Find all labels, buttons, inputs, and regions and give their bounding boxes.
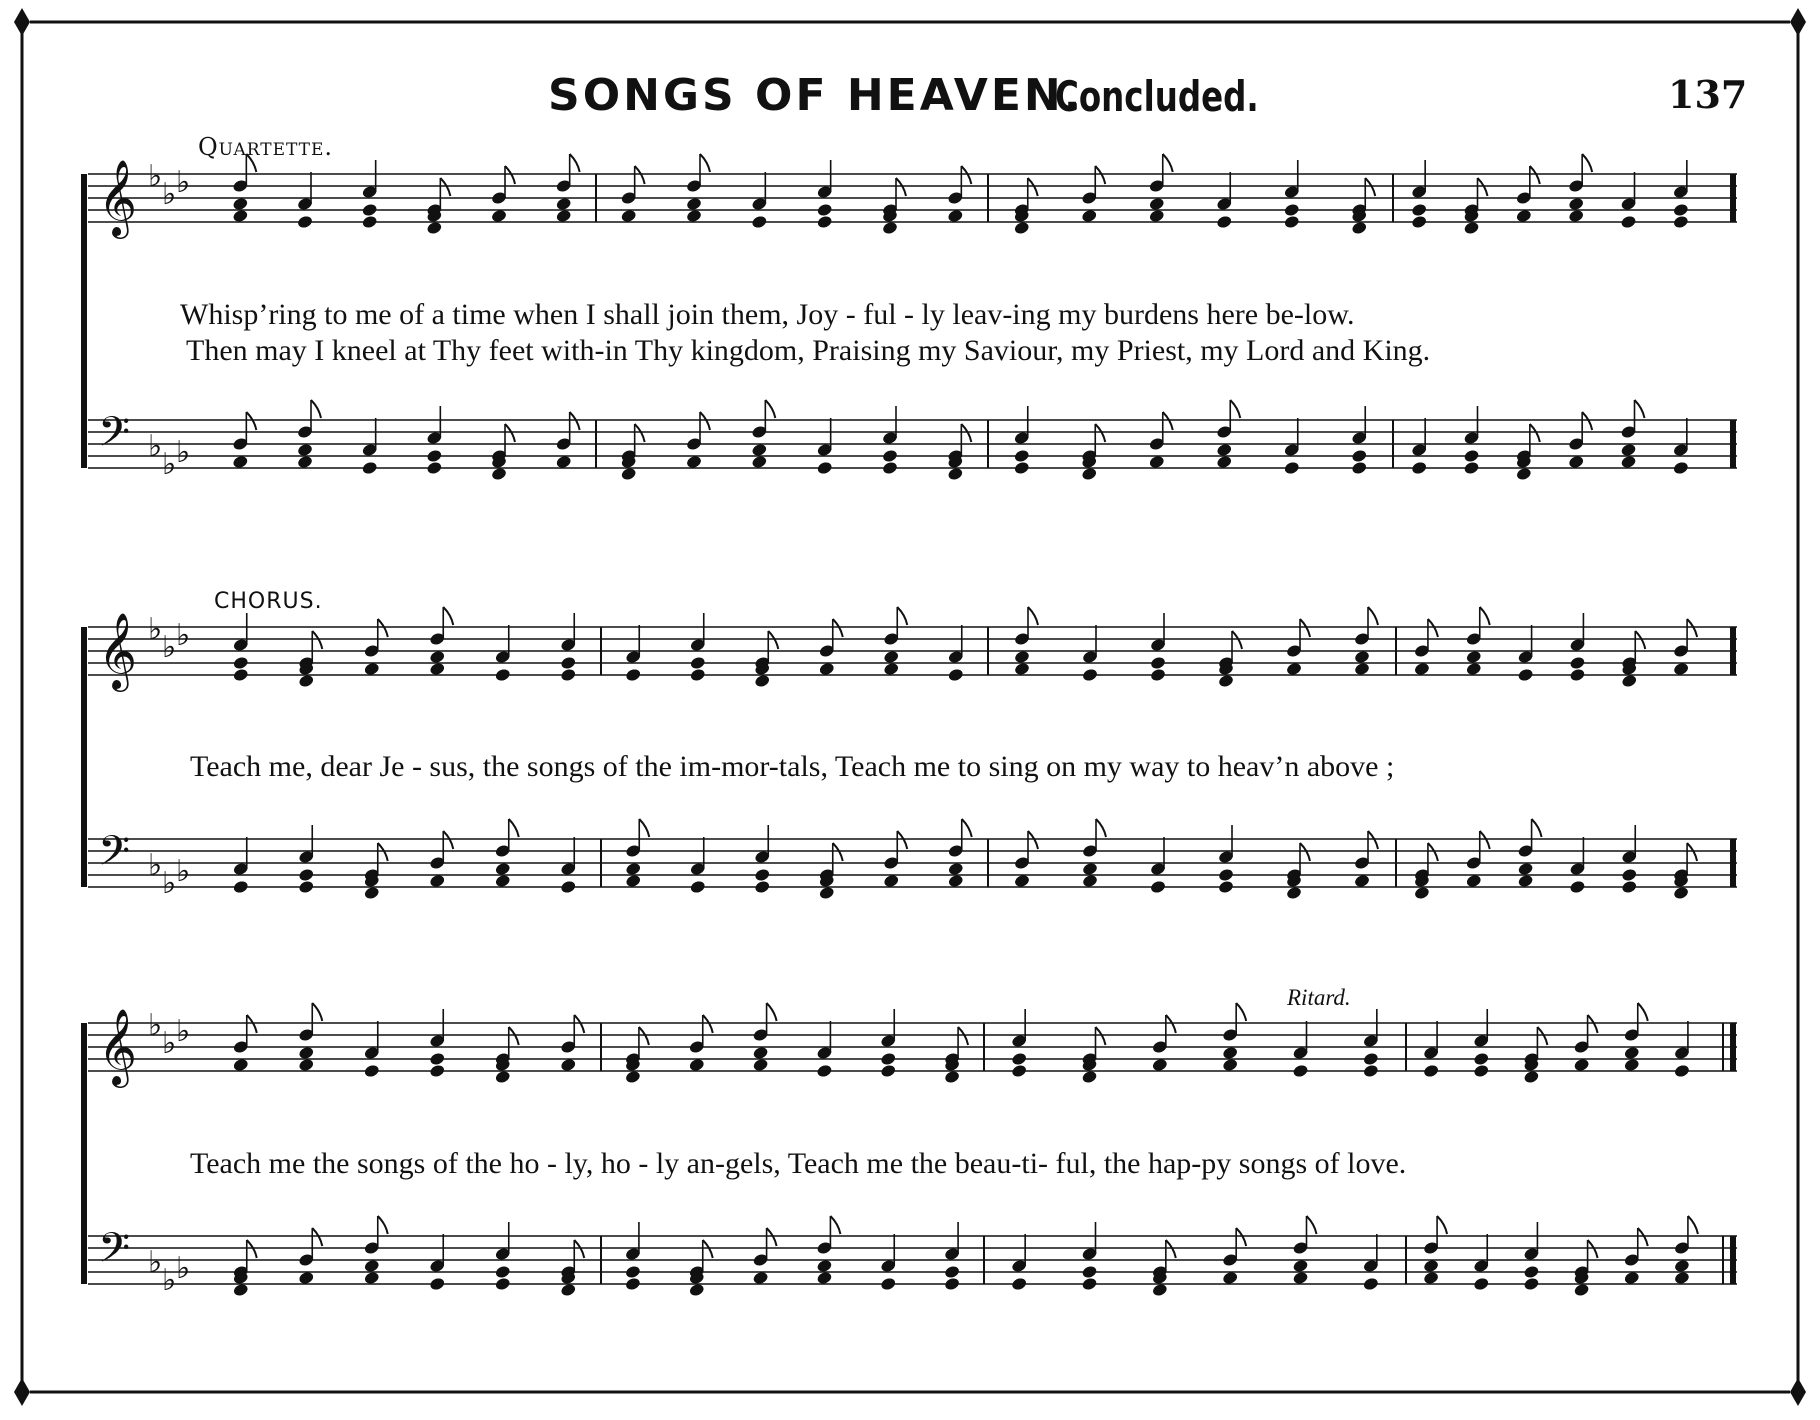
note-flag: [378, 1216, 388, 1234]
note-flag: [1437, 1216, 1447, 1234]
note-head: [882, 449, 899, 464]
note-head: [560, 668, 577, 683]
note-flag: [639, 1027, 649, 1045]
note-head: [1082, 668, 1099, 683]
note-head: [494, 1277, 511, 1292]
note-flag: [1638, 1228, 1648, 1246]
note-flag: [833, 619, 843, 637]
note-flag: [311, 400, 321, 418]
note-flag: [574, 1240, 584, 1258]
note-head: [1150, 880, 1167, 895]
note-head: [560, 880, 577, 895]
note-head: [1621, 868, 1638, 883]
note-flag: [312, 1003, 322, 1021]
note-head: [1351, 449, 1368, 464]
note-flag: [962, 819, 972, 837]
note-flag: [1236, 1228, 1246, 1246]
note-flag: [505, 166, 515, 184]
note-head: [882, 461, 899, 476]
note-head: [1351, 461, 1368, 476]
note-head: [361, 461, 378, 476]
note-head: [624, 1265, 641, 1280]
note-flag: [509, 819, 519, 837]
note-flag: [1096, 819, 1106, 837]
note-flag: [1582, 154, 1592, 172]
note-flag: [703, 1240, 713, 1258]
note-flag: [1028, 607, 1038, 625]
note-head: [624, 1277, 641, 1292]
note-flag: [1166, 1240, 1176, 1258]
note-flag: [1095, 424, 1105, 442]
flat-sign-icon: ♭: [176, 435, 191, 470]
bass-clef-icon: 𝄢: [98, 1224, 131, 1282]
note-flag: [312, 631, 322, 649]
chorus-label: CHORUS.: [214, 589, 323, 614]
note-head: [816, 461, 833, 476]
note-head: [1672, 215, 1689, 230]
note-flag: [1300, 619, 1310, 637]
note-flag: [700, 154, 710, 172]
note-head: [1463, 461, 1480, 476]
flat-sign-icon: ♭: [148, 612, 163, 647]
note-head: [361, 203, 378, 218]
note-flag: [440, 178, 450, 196]
flat-sign-icon: ♭: [176, 165, 191, 200]
note-flag: [1428, 843, 1438, 861]
note-flag: [1307, 1216, 1317, 1234]
note-head: [1473, 1064, 1490, 1079]
note-head: [361, 215, 378, 230]
page-border: [22, 22, 1798, 1392]
note-head: [232, 880, 249, 895]
flat-sign-icon: ♭: [148, 1008, 163, 1043]
note-head: [1218, 880, 1235, 895]
note-head: [1292, 1064, 1309, 1079]
note-flag: [1028, 178, 1038, 196]
note-flag: [570, 412, 580, 430]
note-head: [1411, 203, 1428, 218]
note-flag: [1096, 1027, 1106, 1045]
flat-sign-icon: ♭: [162, 1263, 177, 1298]
note-head: [751, 215, 768, 230]
note-head: [1473, 1052, 1490, 1067]
note-head: [426, 461, 443, 476]
note-head: [1473, 1277, 1490, 1292]
note-flag: [1480, 607, 1490, 625]
note-head: [298, 868, 315, 883]
note-flag: [635, 166, 645, 184]
flat-sign-icon: ♭: [176, 618, 191, 653]
note-head: [944, 1265, 961, 1280]
note-head: [754, 880, 771, 895]
note-flag: [1368, 831, 1378, 849]
corner-ornament-icon: [14, 8, 1806, 1406]
note-flag: [1166, 1015, 1176, 1033]
note-flag: [958, 1027, 968, 1045]
note-flag: [570, 154, 580, 172]
note-flag: [1236, 1003, 1246, 1021]
note-flag: [1365, 178, 1375, 196]
note-flag: [1588, 1015, 1598, 1033]
page-number: 137: [1668, 72, 1748, 117]
note-flag: [378, 619, 388, 637]
note-flag: [1300, 843, 1310, 861]
note-flag: [1687, 619, 1697, 637]
note-flag: [767, 1003, 777, 1021]
flat-sign-icon: ♭: [176, 1014, 191, 1049]
note-head: [232, 668, 249, 683]
note-head: [1423, 1064, 1440, 1079]
note-head: [1523, 1265, 1540, 1280]
flat-sign-icon: ♭: [162, 447, 177, 482]
ritard-marking: Ritard.: [1287, 985, 1351, 1010]
note-head: [1463, 449, 1480, 464]
note-head: [1013, 461, 1030, 476]
flat-sign-icon: ♭: [148, 429, 163, 464]
flat-sign-icon: ♭: [162, 177, 177, 212]
note-flag: [896, 178, 906, 196]
flat-sign-icon: ♭: [176, 1251, 191, 1286]
note-head: [429, 1277, 446, 1292]
note-flag: [247, 1240, 257, 1258]
note-head: [1081, 1265, 1098, 1280]
flat-sign-icon: ♭: [176, 854, 191, 889]
note-head: [1569, 668, 1586, 683]
note-head: [947, 668, 964, 683]
flat-sign-icon: ♭: [148, 848, 163, 883]
note-head: [880, 1277, 897, 1292]
note-flag: [830, 1216, 840, 1234]
note-flag: [246, 412, 256, 430]
note-head: [880, 1052, 897, 1067]
note-head: [1621, 880, 1638, 895]
note-head: [429, 1052, 446, 1067]
note-head: [1517, 668, 1534, 683]
note-flag: [897, 831, 907, 849]
lyric-line-verse-2: Then may I kneel at Thy feet with-in Thy kingdom, Praising my Saviour, my Priest, my Lord and King.: [186, 334, 1431, 367]
note-head: [1011, 1277, 1028, 1292]
note-head: [1283, 461, 1300, 476]
note-head: [1673, 1064, 1690, 1079]
note-flag: [1635, 400, 1645, 418]
note-head: [880, 1064, 897, 1079]
note-flag: [505, 424, 515, 442]
note-flag: [833, 843, 843, 861]
note-head: [363, 1064, 380, 1079]
note-head: [1672, 461, 1689, 476]
note-flag: [1163, 412, 1173, 430]
flat-sign-icon: ♭: [162, 866, 177, 901]
treble-clef-icon: 𝄞: [98, 1008, 138, 1085]
note-flag: [1588, 1240, 1598, 1258]
note-head: [297, 215, 314, 230]
note-flag: [897, 607, 907, 625]
note-flag: [1230, 400, 1240, 418]
note-head: [560, 656, 577, 671]
note-head: [426, 449, 443, 464]
note-flag: [1638, 1003, 1648, 1021]
note-head: [816, 203, 833, 218]
quartette-label: Quartette.: [198, 133, 334, 161]
note-head: [494, 1265, 511, 1280]
note-flag: [1480, 831, 1490, 849]
note-flag: [703, 1015, 713, 1033]
note-head: [1620, 215, 1637, 230]
note-flag: [1028, 831, 1038, 849]
note-flag: [1478, 178, 1488, 196]
flat-sign-icon: ♭: [162, 630, 177, 665]
treble-clef-icon: 𝄞: [98, 612, 138, 689]
note-head: [1150, 656, 1167, 671]
note-flag: [767, 1228, 777, 1246]
page-subtitle: Concluded.: [1055, 72, 1259, 121]
note-head: [429, 1064, 446, 1079]
note-head: [1362, 1064, 1379, 1079]
treble-clef-icon: 𝄞: [98, 159, 138, 236]
page-title: SONGS OF HEAVEN.: [548, 70, 1084, 121]
note-flag: [247, 1015, 257, 1033]
note-flag: [768, 631, 778, 649]
note-head: [754, 868, 771, 883]
bass-clef-icon: 𝄢: [98, 827, 131, 885]
flat-sign-icon: ♭: [148, 1245, 163, 1280]
note-head: [1218, 868, 1235, 883]
note-head: [1362, 1277, 1379, 1292]
lyric-line-chorus-2: Teach me the songs of the ho - ly, ho - ly an-gels, Teach me the beau-ti- ful, the hap-py songs of love.: [190, 1147, 1407, 1180]
note-flag: [1688, 1216, 1698, 1234]
note-head: [1523, 1277, 1540, 1292]
note-flag: [961, 166, 971, 184]
note-flag: [639, 819, 649, 837]
note-flag: [378, 843, 388, 861]
note-head: [1011, 1052, 1028, 1067]
note-flag: [1163, 154, 1173, 172]
note-head: [689, 656, 706, 671]
note-head: [689, 668, 706, 683]
note-flag: [443, 831, 453, 849]
note-flag: [312, 1228, 322, 1246]
note-head: [494, 668, 511, 683]
note-head: [1283, 203, 1300, 218]
flat-sign-icon: ♭: [162, 1026, 177, 1061]
note-flag: [1687, 843, 1697, 861]
note-flag: [1635, 631, 1645, 649]
note-flag: [1537, 1027, 1547, 1045]
note-head: [1081, 1277, 1098, 1292]
note-head: [1672, 203, 1689, 218]
note-flag: [1530, 166, 1540, 184]
note-flag: [700, 412, 710, 430]
bass-clef-icon: 𝄢: [98, 408, 131, 466]
flat-sign-icon: ♭: [148, 159, 163, 194]
note-head: [1569, 880, 1586, 895]
note-flag: [509, 1027, 519, 1045]
note-flag: [635, 424, 645, 442]
note-head: [1216, 215, 1233, 230]
note-flag: [443, 607, 453, 625]
note-flag: [1368, 607, 1378, 625]
note-head: [1011, 1064, 1028, 1079]
note-flag: [1582, 412, 1592, 430]
note-flag: [1532, 819, 1542, 837]
note-head: [1411, 215, 1428, 230]
note-head: [1013, 449, 1030, 464]
note-head: [625, 668, 642, 683]
note-head: [944, 1277, 961, 1292]
note-flag: [765, 400, 775, 418]
note-flag: [1428, 619, 1438, 637]
note-head: [689, 880, 706, 895]
note-head: [232, 656, 249, 671]
note-flag: [574, 1015, 584, 1033]
note-head: [1362, 1052, 1379, 1067]
note-flag: [1232, 631, 1242, 649]
note-head: [1569, 656, 1586, 671]
note-head: [1150, 668, 1167, 683]
lyric-line-chorus-1: Teach me, dear Je - sus, the songs of the im-mor-tals, Teach me to sing on my way to heav’n above ;: [190, 750, 1395, 783]
note-head: [816, 1064, 833, 1079]
note-flag: [1095, 166, 1105, 184]
note-head: [1283, 215, 1300, 230]
note-flag: [961, 424, 971, 442]
lyric-line-verse-1: Whisp’ring to me of a time when I shall join them, Joy - ful - ly leav-ing my burdens here be-low.: [180, 298, 1355, 331]
note-head: [298, 880, 315, 895]
note-flag: [1530, 424, 1540, 442]
note-head: [1411, 461, 1428, 476]
note-head: [816, 215, 833, 230]
